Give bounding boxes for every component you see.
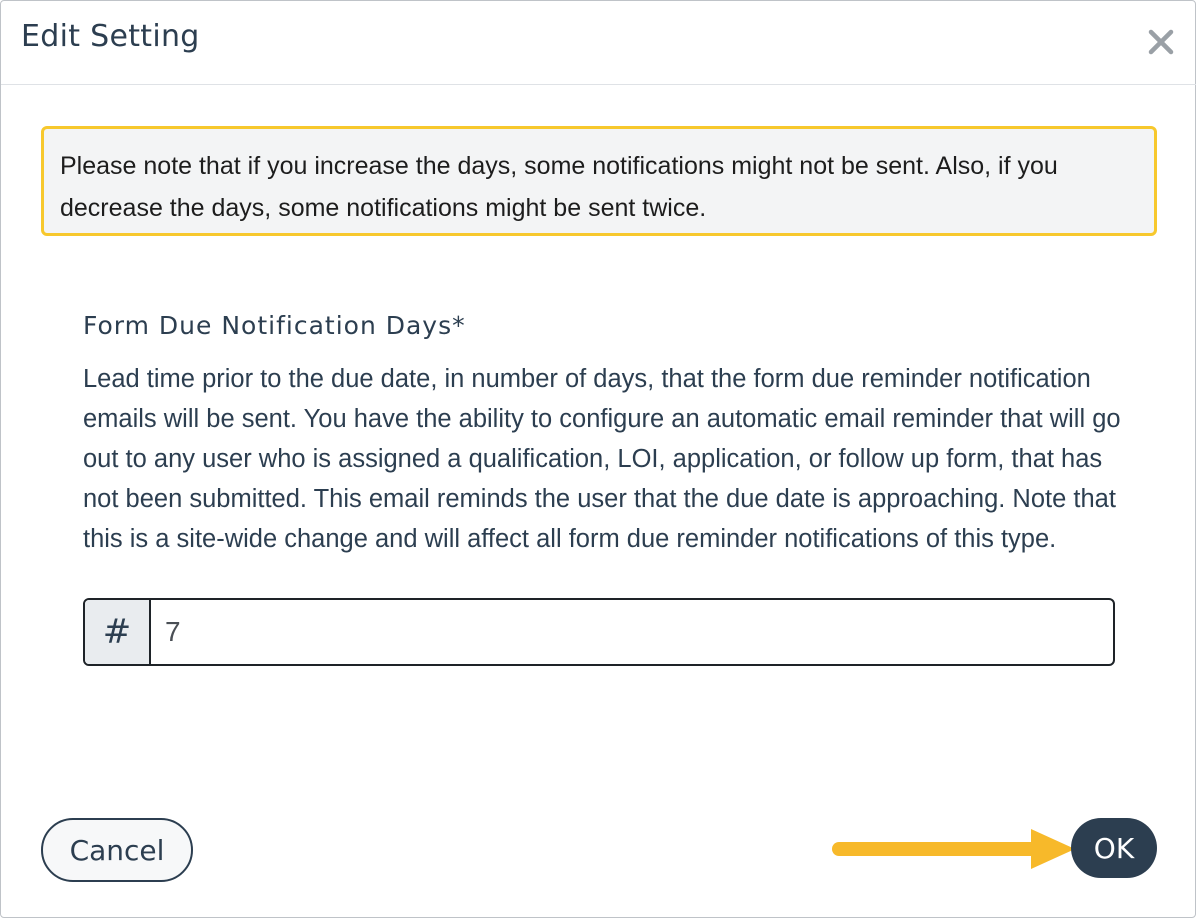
ok-button[interactable]: OK — [1071, 818, 1157, 878]
field-label: Form Due Notification Days* — [83, 311, 466, 340]
hash-prefix: # — [85, 600, 151, 664]
notification-days-input-group — [83, 598, 1115, 666]
dialog-header — [1, 1, 1196, 85]
arrow-right-icon — [831, 825, 1081, 873]
field-help-text: Lead time prior to the due date, in number of days, that the form due reminder notification emails will be sent. You have the ability to configure an automatic email reminder that will go out to any user who is assigned a qualification, LOI, application, or follow up form, that has not been submitted. This email reminds the user that the due date is approaching. Note that this is a site-wide change and will affect all form due reminder notifications of this type. — [83, 365, 1121, 553]
warning-alert: Please note that if you increase the days, some notifications might not be sent. Also, if you decrease the days, some notifications might be sent twice. — [41, 126, 1157, 236]
notification-days-input[interactable] — [151, 600, 1113, 664]
close-icon — [1146, 27, 1176, 57]
cancel-button[interactable]: Cancel — [41, 818, 193, 882]
close-button[interactable] — [1141, 25, 1181, 61]
dialog-title: Edit Setting — [21, 19, 200, 54]
